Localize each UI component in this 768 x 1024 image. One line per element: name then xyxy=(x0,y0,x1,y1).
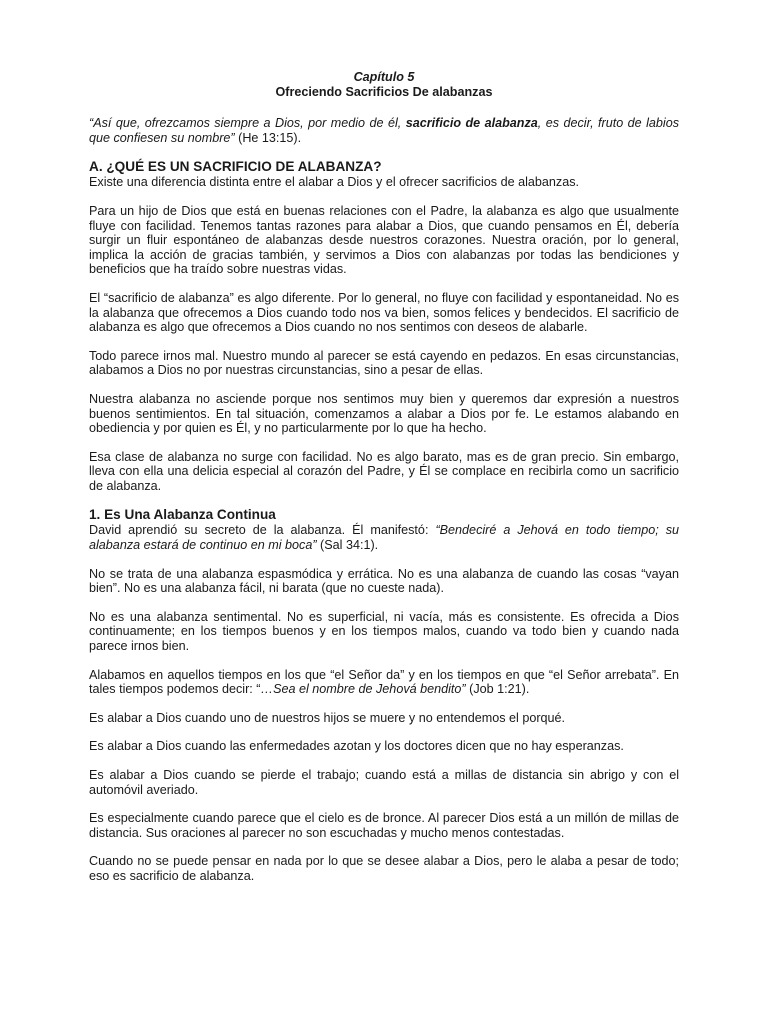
section-1-heading: 1. Es Una Alabanza Continua xyxy=(89,507,276,523)
chapter-label: Capítulo 5 xyxy=(353,70,415,84)
section-1-paragraph-7: Es alabar a Dios cuando se pierde el trabajo; cuando está a millas de distancia sin abrigo y con el automóvil averiado. xyxy=(89,768,679,797)
section-1-paragraph-5: Es alabar a Dios cuando uno de nuestros hijos se muere y no entendemos el porqué. xyxy=(89,710,566,725)
section-a-heading: A. ¿QUÉ ES UN SACRIFICIO DE ALABANZA? xyxy=(89,159,382,175)
section-1-p1-ref: (Sal 34:1). xyxy=(320,538,379,553)
section-1-p4-ref: (Job 1:21). xyxy=(469,682,530,697)
section-a-paragraph-4: Todo parece irnos mal. Nuestro mundo al parecer se está cayendo en pedazos. En esas circunstancias, alabamos a Dios no por nuestras circunstancias, sino a pesar de ellas. xyxy=(89,348,679,378)
section-a-paragraph-2: Para un hijo de Dios que está en buenas relaciones con el Padre, la alabanza es algo que usualmente fluye con facilidad. Tenemos tantas razones para alabar a Dios, que cuando pensamos en Él, debería surgir un fluir espontáneo de alabanzas desde nuestros corazones. Nuestra oración, por lo general, implica la acción de gracias también, y servimos a Dios con alabanzas por todas las bendiciones y beneficios que ha traído sobre nuestras vidas. xyxy=(89,203,679,277)
section-a-paragraph-6: Esa clase de alabanza no surge con facilidad. No es algo barato, mas es de gran precio. Sin embargo, lleva con ella una delicia especial al corazón del Padre, y Él se complace en recibirla como un sacrificio de alabanza. xyxy=(89,449,679,493)
section-1-p1-quote: “Bendeciré a Jehová en todo tiempo; su alabanza estará de continuo en mi boca” xyxy=(89,523,680,553)
section-a-paragraph-1: Existe una diferencia distinta entre el alabar a Dios y el ofrecer sacrificios de alabanzas. xyxy=(89,175,580,190)
epigraph-quote-bold: sacrificio de alabanza xyxy=(405,116,538,131)
section-1-paragraph-2: No se trata de una alabanza espasmódica y errática. No es una alabanza de cuando las cosas “vayan bien”. No es una alabanza fácil, ni barata (que no cueste nada). xyxy=(89,566,679,596)
section-1-paragraph-1 xyxy=(89,523,679,552)
section-1-paragraph-9: Cuando no se puede pensar en nada por lo que se desee alabar a Dios, pero le alaba a pesar de todo; eso es sacrificio de alabanza. xyxy=(89,854,679,883)
epigraph-quote-start: “Así que, ofrezcamos siempre a Dios, por medio de él, xyxy=(89,116,402,131)
section-1-p4-quote: …Sea el nombre de Jehová bendito” xyxy=(260,682,466,697)
section-1-p4-text: Alabamos en aquellos tiempos en los que “el Señor da” y en los tiempos en que “el Señor arrebata”. En tales tiempos podemos decir: “ xyxy=(89,667,679,697)
section-1-p1-text: David aprendió su secreto de la alabanza. Él manifestó: xyxy=(89,523,429,538)
section-a-paragraph-5: Nuestra alabanza no asciende porque nos sentimos muy bien y queremos dar expresión a nuestros buenos sentimientos. En tal situación, comenzamos a alabar a Dios por fe. Le estamos alabando en obediencia y por quien es Él, y no particularmente por lo que ha hecho. xyxy=(89,391,679,436)
section-1-paragraph-8: Es especialmente cuando parece que el cielo es de bronce. Al parecer Dios está a un millón de millas de distancia. Sus oraciones al parecer no son escuchadas y mucho menos contestadas. xyxy=(89,811,679,840)
section-a-paragraph-3: El “sacrificio de alabanza” es algo diferente. Por lo general, no fluye con facilidad y espontaneidad. No es la alabanza que ofrecemos a Dios cuando todo nos va bien, somos felices y bendecidos. El sacrificio de alabanza es algo que ofrecemos a Dios cuando no nos sentimos con deseos de alabarle. xyxy=(89,290,679,335)
epigraph-ref: (He 13:15). xyxy=(238,130,302,145)
section-1-paragraph-6: Es alabar a Dios cuando las enfermedades azotan y los doctores dicen que no hay esperanzas. xyxy=(89,739,624,754)
epigraph xyxy=(89,116,679,145)
chapter-title: Ofreciendo Sacrificios De alabanzas xyxy=(275,84,493,99)
epigraph-quote-end: , es decir, fruto de labios que confiesen su nombre” xyxy=(89,116,680,145)
section-1-paragraph-3: No es una alabanza sentimental. No es superficial, ni vacía, más es consistente. Es ofrecida a Dios continuamente; en los tiempos buenos y en los tiempos malos, cuando va todo bien y cuando nada parece irnos bien. xyxy=(89,609,679,654)
section-1-paragraph-4 xyxy=(89,668,679,697)
